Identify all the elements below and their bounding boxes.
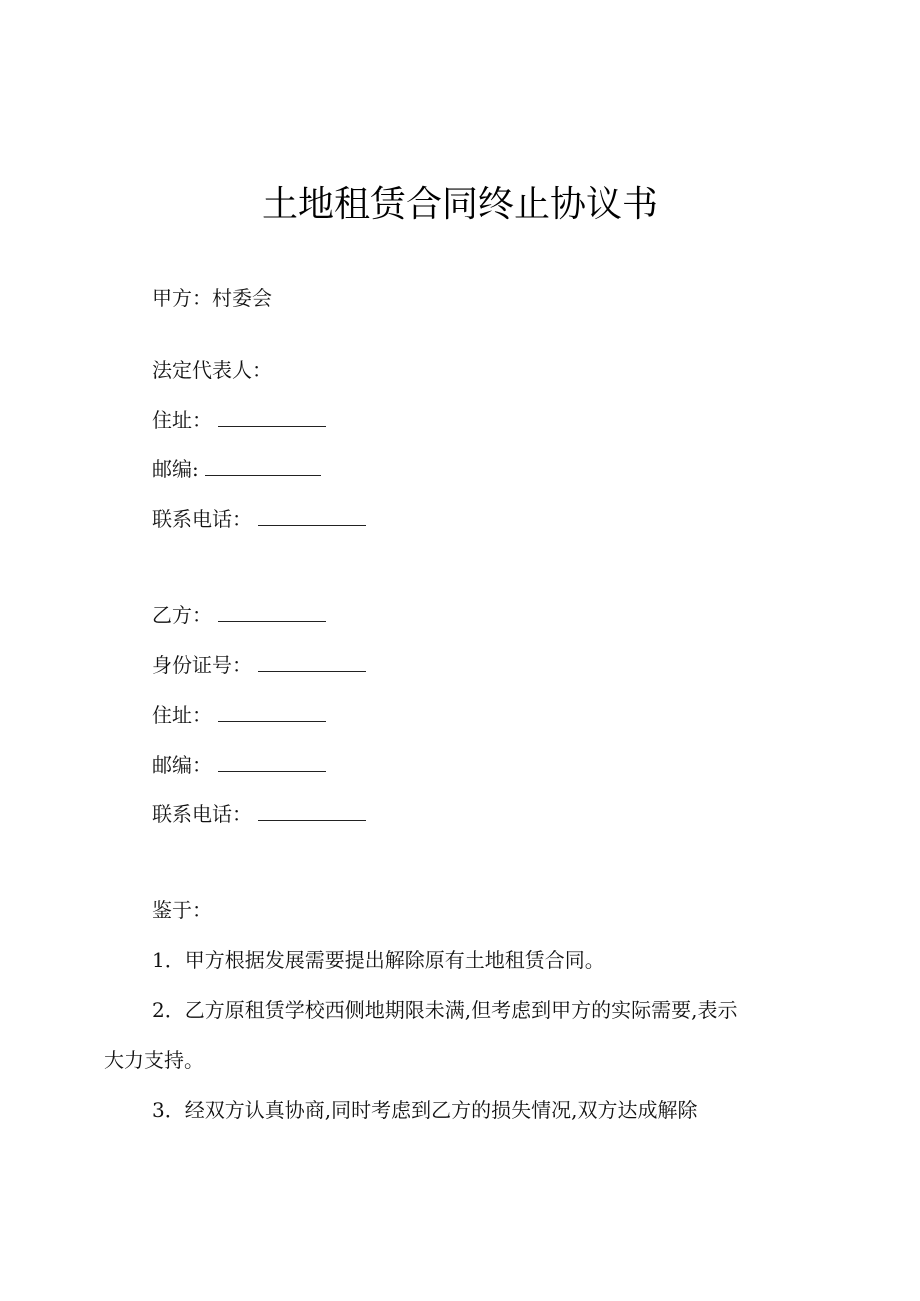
party-b-name-label: 乙方：: [152, 603, 212, 627]
party-a-address-label: 住址：: [152, 408, 212, 432]
party-b-id-blank: [258, 653, 366, 672]
party-a-phone: [152, 505, 366, 533]
party-b-postcode-label: 邮编：: [152, 753, 212, 777]
party-b-name-blank: [218, 603, 326, 622]
party-a-rep-label: 法定代表人：: [152, 358, 272, 382]
recital-item-2-line-1: 2．乙方原租赁学校西侧地期限未满,但考虑到甲方的实际需要,表示: [152, 998, 738, 1022]
document-title: 土地租赁合同终止协议书: [261, 184, 658, 225]
party-b-address: [152, 701, 326, 729]
party-b-phone-blank: [258, 802, 366, 821]
party-b-address-blank: [218, 703, 326, 722]
party-a-name: [152, 284, 272, 312]
party-a-phone-blank: [258, 507, 366, 526]
party-a-postcode-blank: [205, 457, 321, 476]
recital-item-1: 1．甲方根据发展需要提出解除原有土地租赁合同。: [152, 948, 605, 972]
party-b-id: [152, 651, 366, 679]
recitals-intro: 鉴于：: [152, 898, 212, 922]
recital-item-2-line-2: 大力支持。: [104, 1048, 204, 1072]
party-a-phone-label: 联系电话：: [152, 507, 252, 531]
party-b-postcode-blank: [218, 753, 326, 772]
party-a-name-label: 甲方：村委会: [152, 286, 272, 310]
party-a-postcode: [152, 455, 321, 483]
recital-item-3: 3．经双方认真协商,同时考虑到乙方的损失情况,双方达成解除: [152, 1098, 698, 1122]
party-b-name: [152, 601, 326, 629]
party-b-postcode: [152, 751, 326, 779]
party-a-representative: [152, 356, 272, 384]
party-a-address-blank: [218, 408, 326, 427]
party-b-address-label: 住址：: [152, 703, 212, 727]
party-b-id-label: 身份证号：: [152, 653, 252, 677]
party-a-postcode-label: 邮编:: [152, 457, 199, 481]
party-a-address: [152, 406, 326, 434]
party-b-phone: [152, 800, 366, 828]
party-b-phone-label: 联系电话：: [152, 802, 252, 826]
